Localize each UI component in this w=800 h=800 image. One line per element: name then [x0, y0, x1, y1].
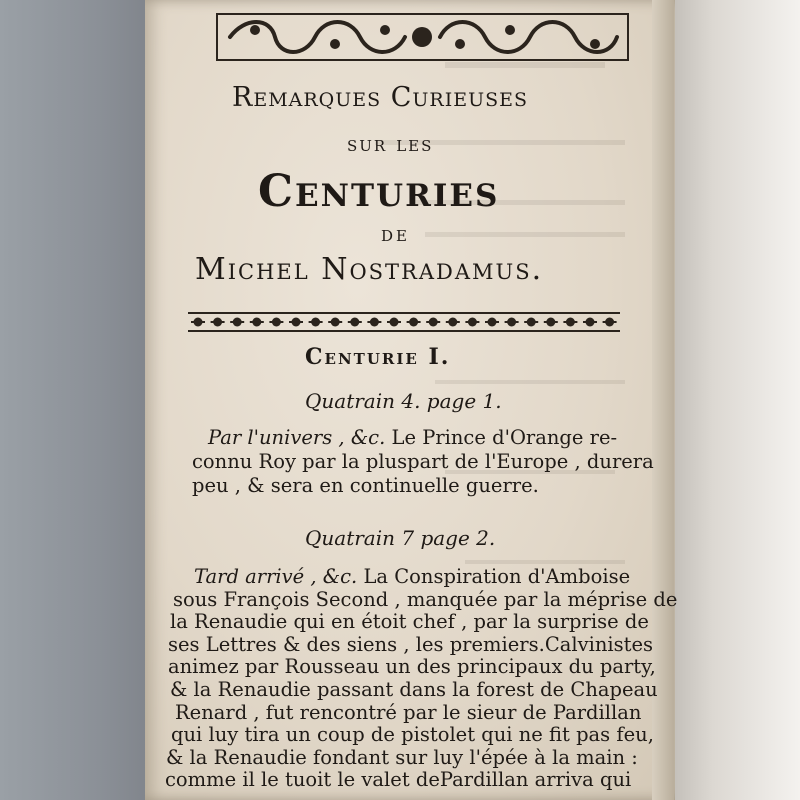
divider-petal	[485, 321, 499, 323]
divider-petal	[563, 321, 577, 323]
line-text: & la Renaudie fondant sur luy l'épée à la main :	[166, 745, 638, 769]
line-text: peu , & sera en continuelle guerre.	[192, 474, 539, 497]
quatrain-2-label: Quatrain 7 page 2.	[305, 526, 496, 550]
divider-petal	[465, 321, 479, 323]
divider-petal	[230, 321, 244, 323]
line-text: la Renaudie qui en étoit chef , par la surprise de	[170, 610, 649, 634]
divider-petal	[309, 321, 323, 323]
divider-petal	[583, 321, 597, 323]
divider-petal	[211, 321, 225, 323]
divider-petal	[524, 321, 538, 323]
line-text: animez par Rousseau un des principaux du party,	[168, 655, 656, 679]
text-line	[194, 565, 800, 588]
divider-petal	[328, 321, 342, 323]
divider-petal	[367, 321, 381, 323]
divider-petal	[505, 321, 519, 323]
section-heading: Centurie I.	[305, 344, 451, 370]
text-line	[170, 678, 800, 701]
line-text: qui luy tira un coup de pistolet qui ne fit pas feu,	[171, 723, 654, 747]
background-surface	[0, 0, 165, 800]
text-line	[173, 588, 800, 611]
text-line	[165, 768, 800, 791]
ornamental-headpiece	[215, 12, 630, 62]
line-text: connu Roy par la pluspart de l'Europe , durera	[192, 450, 654, 473]
quatrain-1-label: Quatrain 4. page 1.	[305, 389, 502, 413]
title-line-5: Michel Nostradamus.	[195, 252, 544, 287]
decorative-divider	[188, 310, 620, 334]
line-text: La Conspiration d'Amboise	[357, 565, 631, 588]
text-line	[168, 655, 800, 678]
divider-petal	[269, 321, 283, 323]
line-text: Le Prince d'Orange re-	[385, 426, 618, 449]
title-line-3: Centuries	[258, 166, 500, 217]
line-text: Renard , fut rencontré par le sieur de Pardillan	[175, 700, 642, 724]
divider-petal	[544, 321, 558, 323]
text-line	[192, 450, 800, 473]
divider-petal	[387, 321, 401, 323]
text-line	[175, 701, 800, 724]
text-line	[192, 474, 800, 497]
divider-petal	[289, 321, 303, 323]
title-line-4: de	[381, 222, 410, 247]
title-line-1: Remarques Curieuses	[232, 82, 529, 113]
line-text: & la Renaudie passant dans la forest de Chapeau	[170, 678, 658, 701]
text-line	[166, 746, 800, 769]
lead-phrase: Tard arrivé , &c.	[194, 565, 358, 588]
line-text: comme il le tuoit le valet dePardillan arriva qui	[165, 768, 632, 792]
divider-petal	[426, 321, 440, 323]
line-text: sous François Second , manquée par la méprise de	[173, 587, 678, 611]
text-line	[171, 723, 800, 746]
line-text: ses Lettres & des siens , les premiers.Calvinistes	[168, 632, 654, 656]
title-line-2: sur les	[347, 132, 434, 157]
text-line	[168, 633, 800, 656]
divider-petal	[191, 321, 205, 323]
lead-phrase: Par l'univers , &c.	[208, 426, 386, 449]
text-line	[170, 610, 800, 633]
divider-petal	[446, 321, 460, 323]
text-line	[208, 426, 800, 449]
divider-petal	[603, 321, 617, 323]
divider-petal	[348, 321, 362, 323]
divider-petal	[407, 321, 421, 323]
divider-petal	[250, 321, 264, 323]
